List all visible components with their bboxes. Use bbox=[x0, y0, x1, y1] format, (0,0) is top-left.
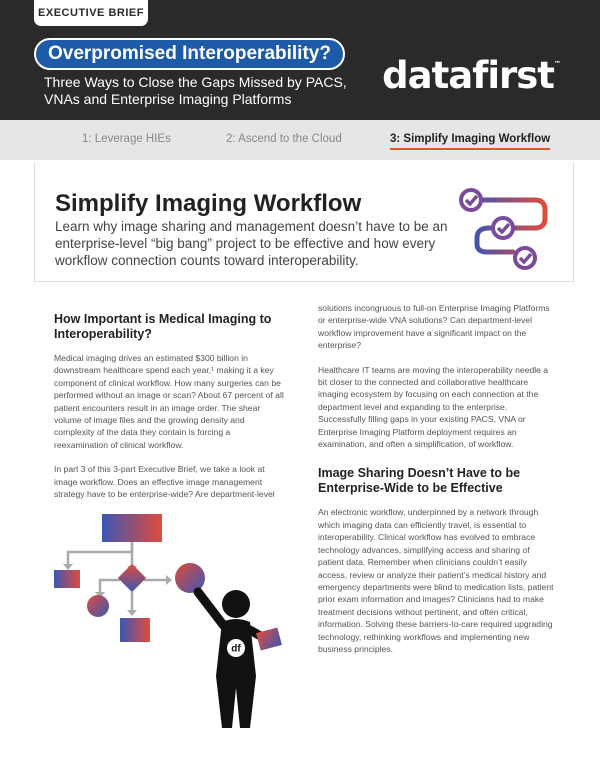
workflow-checklist-icon bbox=[455, 186, 555, 274]
right-paragraph-3: An electronic workflow, underpinned by a network through which imaging data can efficiently travel, is essential to interoperability. Clinical workflow has evolved to embrace technology advances, simplifying access and sharing of patient data. Remember when clinicians couldn’t easily access, review or analyze their patient’s medical history and emergency departments were blind to medication lists, patient prior exam information and images? Clinicians had to make treatment decisions without pertinent, and often critical, information. Solving these barriers-to-care required upgrading technology, rethinking workflows and implementing new business principles. bbox=[318, 507, 554, 654]
executive-brief-label: EXECUTIVE BRIEF bbox=[34, 0, 148, 26]
intro-title: Simplify Imaging Workflow bbox=[55, 190, 362, 217]
intro-card bbox=[34, 162, 574, 282]
right-paragraph-2: Healthcare IT teams are moving the interoperability needle a bit closer to the connected and collaborative healthcare imaging ecosystem by focusing on each connection at the department level and expanding to the enterprise. Successfully filling gaps in your existing PACS, VNA or Enterprise Imaging Platform deployment requires an examination, and often a simplification, of workflow. bbox=[318, 364, 549, 450]
flow-step-box bbox=[102, 514, 162, 542]
left-column bbox=[54, 312, 286, 512]
section-tabs bbox=[0, 120, 600, 160]
person-figure-icon bbox=[198, 590, 264, 728]
page-subtitle: Three Ways to Close the Gaps Missed by PACS, VNAs and Enterprise Imaging Platforms bbox=[44, 74, 347, 107]
page-title: Overpromised Interoperability? bbox=[34, 38, 345, 70]
right-column bbox=[318, 302, 554, 667]
flow-decision-diamond bbox=[118, 564, 146, 592]
left-paragraph-2: In part 3 of this 3-part Executive Brief, we take a look at image workflow. Does an effective image management strategy have to be enterprise-wide? Are department-level bbox=[54, 464, 275, 500]
tab-simplify-workflow[interactable]: 3: Simplify Imaging Workflow bbox=[390, 133, 550, 150]
tab-leverage-hies[interactable]: 1: Leverage HIEs bbox=[82, 133, 171, 145]
flow-connectors bbox=[68, 542, 168, 612]
intro-text: Learn why image sharing and management doesn’t have to be an enterprise-level “big bang” project to be effective and how every workflow connection counts toward interoperability. bbox=[55, 219, 448, 268]
section-heading-importance: How Important is Medical Imaging to Interoperability? bbox=[54, 312, 272, 341]
figure-badge: df bbox=[231, 643, 241, 655]
datafirst-logo bbox=[382, 54, 560, 97]
tab-ascend-cloud[interactable]: 2: Ascend to the Cloud bbox=[226, 133, 342, 145]
logo-text: datafirst bbox=[382, 54, 554, 97]
left-paragraph-1: Medical imaging drives an estimated $300 billion in downstream healthcare spend each year,¹ making it a key component of clinical workflow. How many surgeries can be performed without an image or scan? About 67 percent of all patient encounters result in an image order. The shear volume of image files and the growing density and complexity of the data they contain is forcing a reexamination of clinical workflow. bbox=[54, 353, 284, 450]
right-paragraph-1: solutions incongruous to full-on Enterprise Imaging Platforms or enterprise-wide VNA solutions? Can department-level workflow improvement have a significant impact on the enterprise? bbox=[318, 303, 550, 351]
flow-small-box bbox=[54, 570, 80, 588]
header-band bbox=[0, 0, 600, 120]
section-heading-sharing: Image Sharing Doesn’t Have to be Enterprise-Wide to be Effective bbox=[318, 466, 521, 496]
flow-circle-small bbox=[87, 595, 109, 617]
flow-bottom-box bbox=[120, 618, 150, 642]
workflow-illustration bbox=[50, 506, 290, 736]
logo-trademark: ™ bbox=[554, 60, 560, 68]
